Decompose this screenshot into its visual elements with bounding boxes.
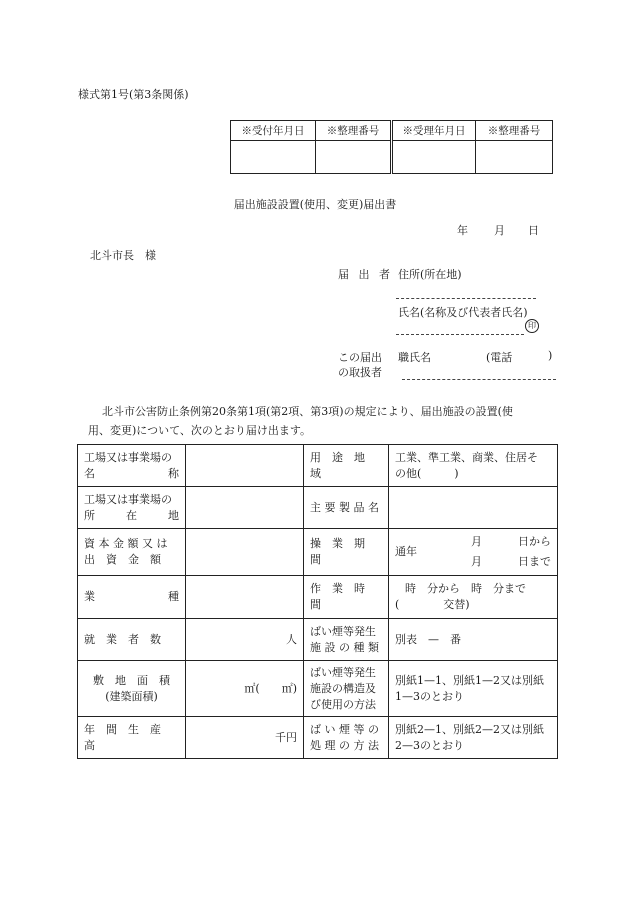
date-year: 年	[457, 224, 468, 237]
annual-output-cell[interactable]: 千円	[186, 717, 304, 759]
business-type-label: 業 種	[78, 576, 186, 619]
addressee: 北斗市長 様	[90, 249, 156, 262]
ref-number-header-2: ※整理番号	[476, 121, 553, 141]
name-label: 氏名(名称及び代表者氏名)	[398, 306, 528, 319]
name-line[interactable]	[396, 334, 524, 335]
date-month: 月	[494, 224, 505, 237]
work-hours-label: 作 業 時 間	[304, 576, 389, 619]
site-area-label: 敷 地 面 積 (建築面積)	[78, 661, 186, 717]
table-row	[78, 717, 558, 759]
statement-line2: 用、変更)について、次のとおり届け出ます。	[88, 424, 311, 437]
zoning-value[interactable]: 工業、準工業、商業、住居そ の他( )	[389, 445, 558, 487]
plant-name-label: 工場又は事業場の 名 称	[78, 445, 186, 487]
ref-number-cell-2[interactable]	[476, 141, 553, 174]
ref-number-header: ※整理番号	[316, 121, 392, 141]
accepted-date-header: ※受理年月日	[392, 121, 476, 141]
employees-cell[interactable]: 人	[186, 619, 304, 661]
treatment-method-value[interactable]: 別紙2—1、別紙2—2又は別紙 2—3のとおり	[389, 717, 558, 759]
table-row	[78, 445, 558, 487]
received-date-header: ※受付年月日	[231, 121, 316, 141]
received-date-cell[interactable]	[231, 141, 316, 174]
notifier-label: 届 出 者	[338, 268, 393, 281]
capital-cell[interactable]	[186, 529, 304, 576]
ref-number-cell[interactable]	[316, 141, 392, 174]
phone-close-paren: )	[548, 349, 553, 362]
plant-name-cell[interactable]	[186, 445, 304, 487]
plant-address-label: 工場又は事業場の 所 在 地	[78, 487, 186, 529]
facility-type-label: ばい煙等発生 施 設 の 種 類	[304, 619, 389, 661]
phone-label: (電話	[486, 351, 513, 364]
treatment-method-label: ば い 煙 等 の 処 理 の 方 法	[304, 717, 389, 759]
seal-icon: 印	[525, 319, 539, 333]
accepted-date-cell[interactable]	[392, 141, 476, 174]
table-row	[78, 576, 558, 619]
zoning-label: 用 途 地 域	[304, 445, 389, 487]
handler-label-line1: この届出	[338, 351, 382, 364]
table-row	[78, 661, 558, 717]
operation-period-label: 操 業 期 間	[304, 529, 389, 576]
statement-line1: 北斗市公害防止条例第20条第1項(第2項、第3項)の規定により、届出施設の設置(使	[102, 405, 513, 418]
facility-table	[77, 444, 558, 759]
operation-period-value[interactable]: 通年 月 日から 月 日まで	[389, 529, 558, 576]
table-row	[78, 619, 558, 661]
facility-type-value[interactable]: 別表 — 番	[389, 619, 558, 661]
main-products-cell[interactable]	[389, 487, 558, 529]
employees-label: 就 業 者 数	[78, 619, 186, 661]
form-number: 様式第1号(第3条関係)	[78, 88, 189, 101]
annual-output-label: 年 間 生 産 高	[78, 717, 186, 759]
year-round: 通年	[395, 545, 417, 558]
facility-structure-label: ばい煙等発生 施設の構造及 び使用の方法	[304, 661, 389, 717]
handler-line[interactable]	[402, 379, 556, 380]
address-label: 住所(所在地)	[398, 268, 462, 281]
official-name-label: 職氏名	[398, 351, 431, 364]
business-type-cell[interactable]	[186, 576, 304, 619]
plant-address-cell[interactable]	[186, 487, 304, 529]
reception-table	[230, 120, 553, 174]
main-products-label: 主 要 製 品 名	[304, 487, 389, 529]
table-row	[78, 487, 558, 529]
handler-label-line2: の取扱者	[338, 366, 382, 379]
document-title: 届出施設設置(使用、変更)届出書	[233, 198, 397, 211]
work-hours-value[interactable]: 時 分から 時 分まで ( 交替)	[389, 576, 558, 619]
address-line[interactable]	[396, 298, 536, 299]
facility-structure-value[interactable]: 別紙1—1、別紙1—2又は別紙 1—3のとおり	[389, 661, 558, 717]
date-day: 日	[528, 224, 539, 237]
capital-label: 資 本 金 額 又 は 出 資 金 額	[78, 529, 186, 576]
site-area-cell[interactable]: ㎡( ㎡)	[186, 661, 304, 717]
table-row	[78, 529, 558, 576]
